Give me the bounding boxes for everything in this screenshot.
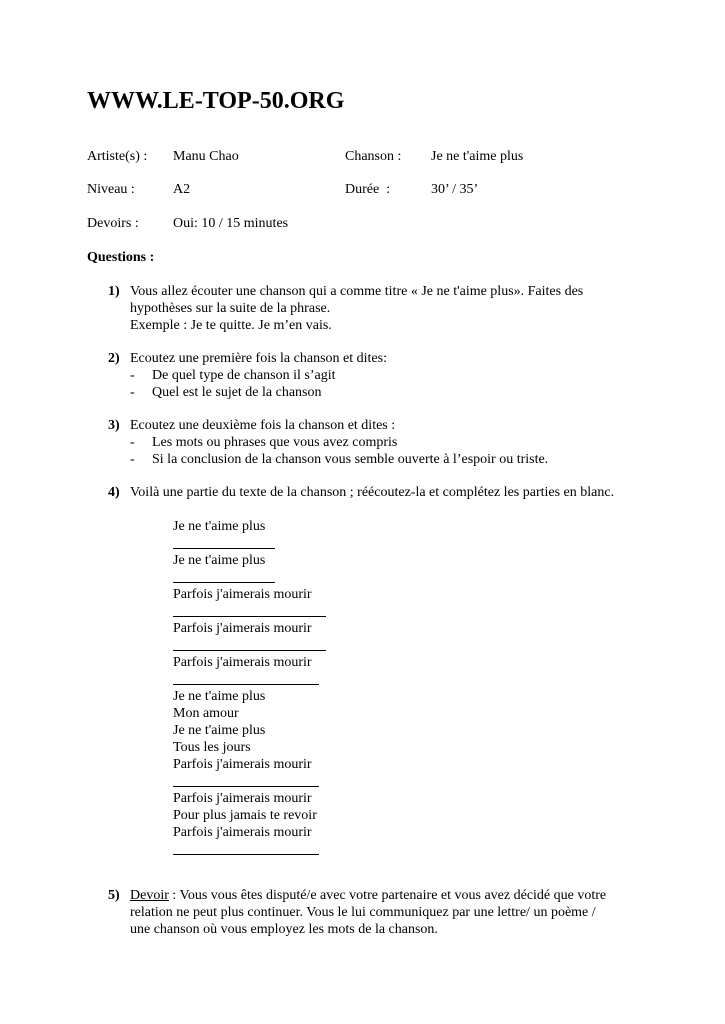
lyric-line: Mon amour: [173, 706, 239, 721]
question-text-line: [130, 887, 650, 904]
lyric-line: Je ne t'aime plus: [173, 519, 266, 534]
lyric-line: Parfois j'aimerais mourir: [173, 621, 312, 636]
fill-in-blank[interactable]: [173, 603, 473, 620]
question-number: 5): [108, 888, 120, 903]
fill-in-blank[interactable]: [173, 671, 473, 688]
question-body: [130, 887, 650, 938]
artist-value: Manu Chao: [173, 149, 239, 164]
homework-value: Oui: 10 / 15 minutes: [173, 216, 289, 231]
meta-row-level-duration: [0, 181, 725, 198]
fill-in-blank[interactable]: [173, 569, 473, 586]
question-number: 3): [108, 418, 120, 433]
lyric-line: Pour plus jamais te revoir: [173, 808, 317, 823]
question-text-line: une chanson où vous employez les mots de la chanson.: [130, 922, 438, 937]
lyric-line: Je ne t'aime plus: [173, 553, 266, 568]
meta-row-artist-song: [0, 148, 725, 165]
homework-label: Devoirs :: [87, 216, 139, 231]
question-number: 1): [108, 284, 120, 299]
lyric-line: Parfois j'aimerais mourir: [173, 825, 312, 840]
duration-label: Durée :: [345, 182, 391, 197]
bullet-item: - Quel est le sujet de la chanson: [130, 385, 322, 400]
lyric-line: Tous les jours: [173, 740, 251, 755]
site-title: WWW.LE-TOP-50.ORG: [87, 88, 345, 114]
question-text-line: Voilà une partie du texte de la chanson ; réécoutez-la et complétez les parties en blanc.: [130, 485, 615, 500]
lyrics-fill-in: [173, 518, 473, 858]
bullet-item: - Les mots ou phrases que vous avez compris: [130, 435, 398, 450]
lyric-line: Parfois j'aimerais mourir: [173, 655, 312, 670]
question-number: 4): [108, 485, 120, 500]
question-example-line: Exemple : Je te quitte. Je m’en vais.: [130, 318, 332, 333]
lyric-line: Parfois j'aimerais mourir: [173, 587, 312, 602]
question-body: [130, 417, 630, 468]
question-text-line: Ecoutez une première fois la chanson et dites:: [130, 351, 387, 366]
question-text-line: relation ne peut plus continuer. Vous le lui communiquez par une lettre/ un poème /: [130, 905, 596, 920]
artist-label: Artiste(s) :: [87, 149, 148, 164]
question-number: 2): [108, 351, 120, 366]
song-value: Je ne t'aime plus: [431, 149, 524, 164]
lyric-line: Parfois j'aimerais mourir: [173, 757, 312, 772]
question-body: [130, 283, 630, 334]
fill-in-blank[interactable]: [173, 637, 473, 654]
bullet-text: De quel type de chanson il s’agit: [152, 368, 336, 383]
lyric-line: Je ne t'aime plus: [173, 689, 266, 704]
song-label: Chanson :: [345, 149, 402, 164]
bullet-text: Les mots ou phrases que vous avez compris: [152, 435, 398, 450]
level-value: A2: [173, 182, 191, 197]
lyric-line: Parfois j'aimerais mourir: [173, 791, 312, 806]
fill-in-blank[interactable]: [173, 773, 473, 790]
fill-in-blank[interactable]: [173, 841, 473, 858]
lyric-line: Je ne t'aime plus: [173, 723, 266, 738]
homework-text: : Vous vous êtes disputé/e avec votre partenaire et vous avez décidé que votre: [168, 888, 607, 903]
question-body: [130, 484, 670, 501]
level-label: Niveau :: [87, 182, 135, 197]
bullet-item: - Si la conclusion de la chanson vous semble ouverte à l’espoir ou triste.: [130, 452, 549, 467]
homework-word: Devoir: [130, 888, 169, 903]
question-text-line: Ecoutez une deuxième fois la chanson et dites :: [130, 418, 396, 433]
question-text-line: Vous allez écouter une chanson qui a comme titre « Je ne t'aime plus». Faites des: [130, 284, 584, 299]
meta-row-homework: [0, 215, 725, 232]
questions-heading: Questions :: [87, 250, 155, 265]
duration-value: 30’ / 35’: [431, 182, 479, 197]
bullet-text: Quel est le sujet de la chanson: [152, 385, 322, 400]
fill-in-blank[interactable]: [173, 535, 473, 552]
bullet-text: Si la conclusion de la chanson vous semble ouverte à l’espoir ou triste.: [152, 452, 549, 467]
bullet-item: - De quel type de chanson il s’agit: [130, 368, 336, 383]
question-body: [130, 350, 630, 401]
question-text-line: hypothèses sur la suite de la phrase.: [130, 301, 331, 316]
